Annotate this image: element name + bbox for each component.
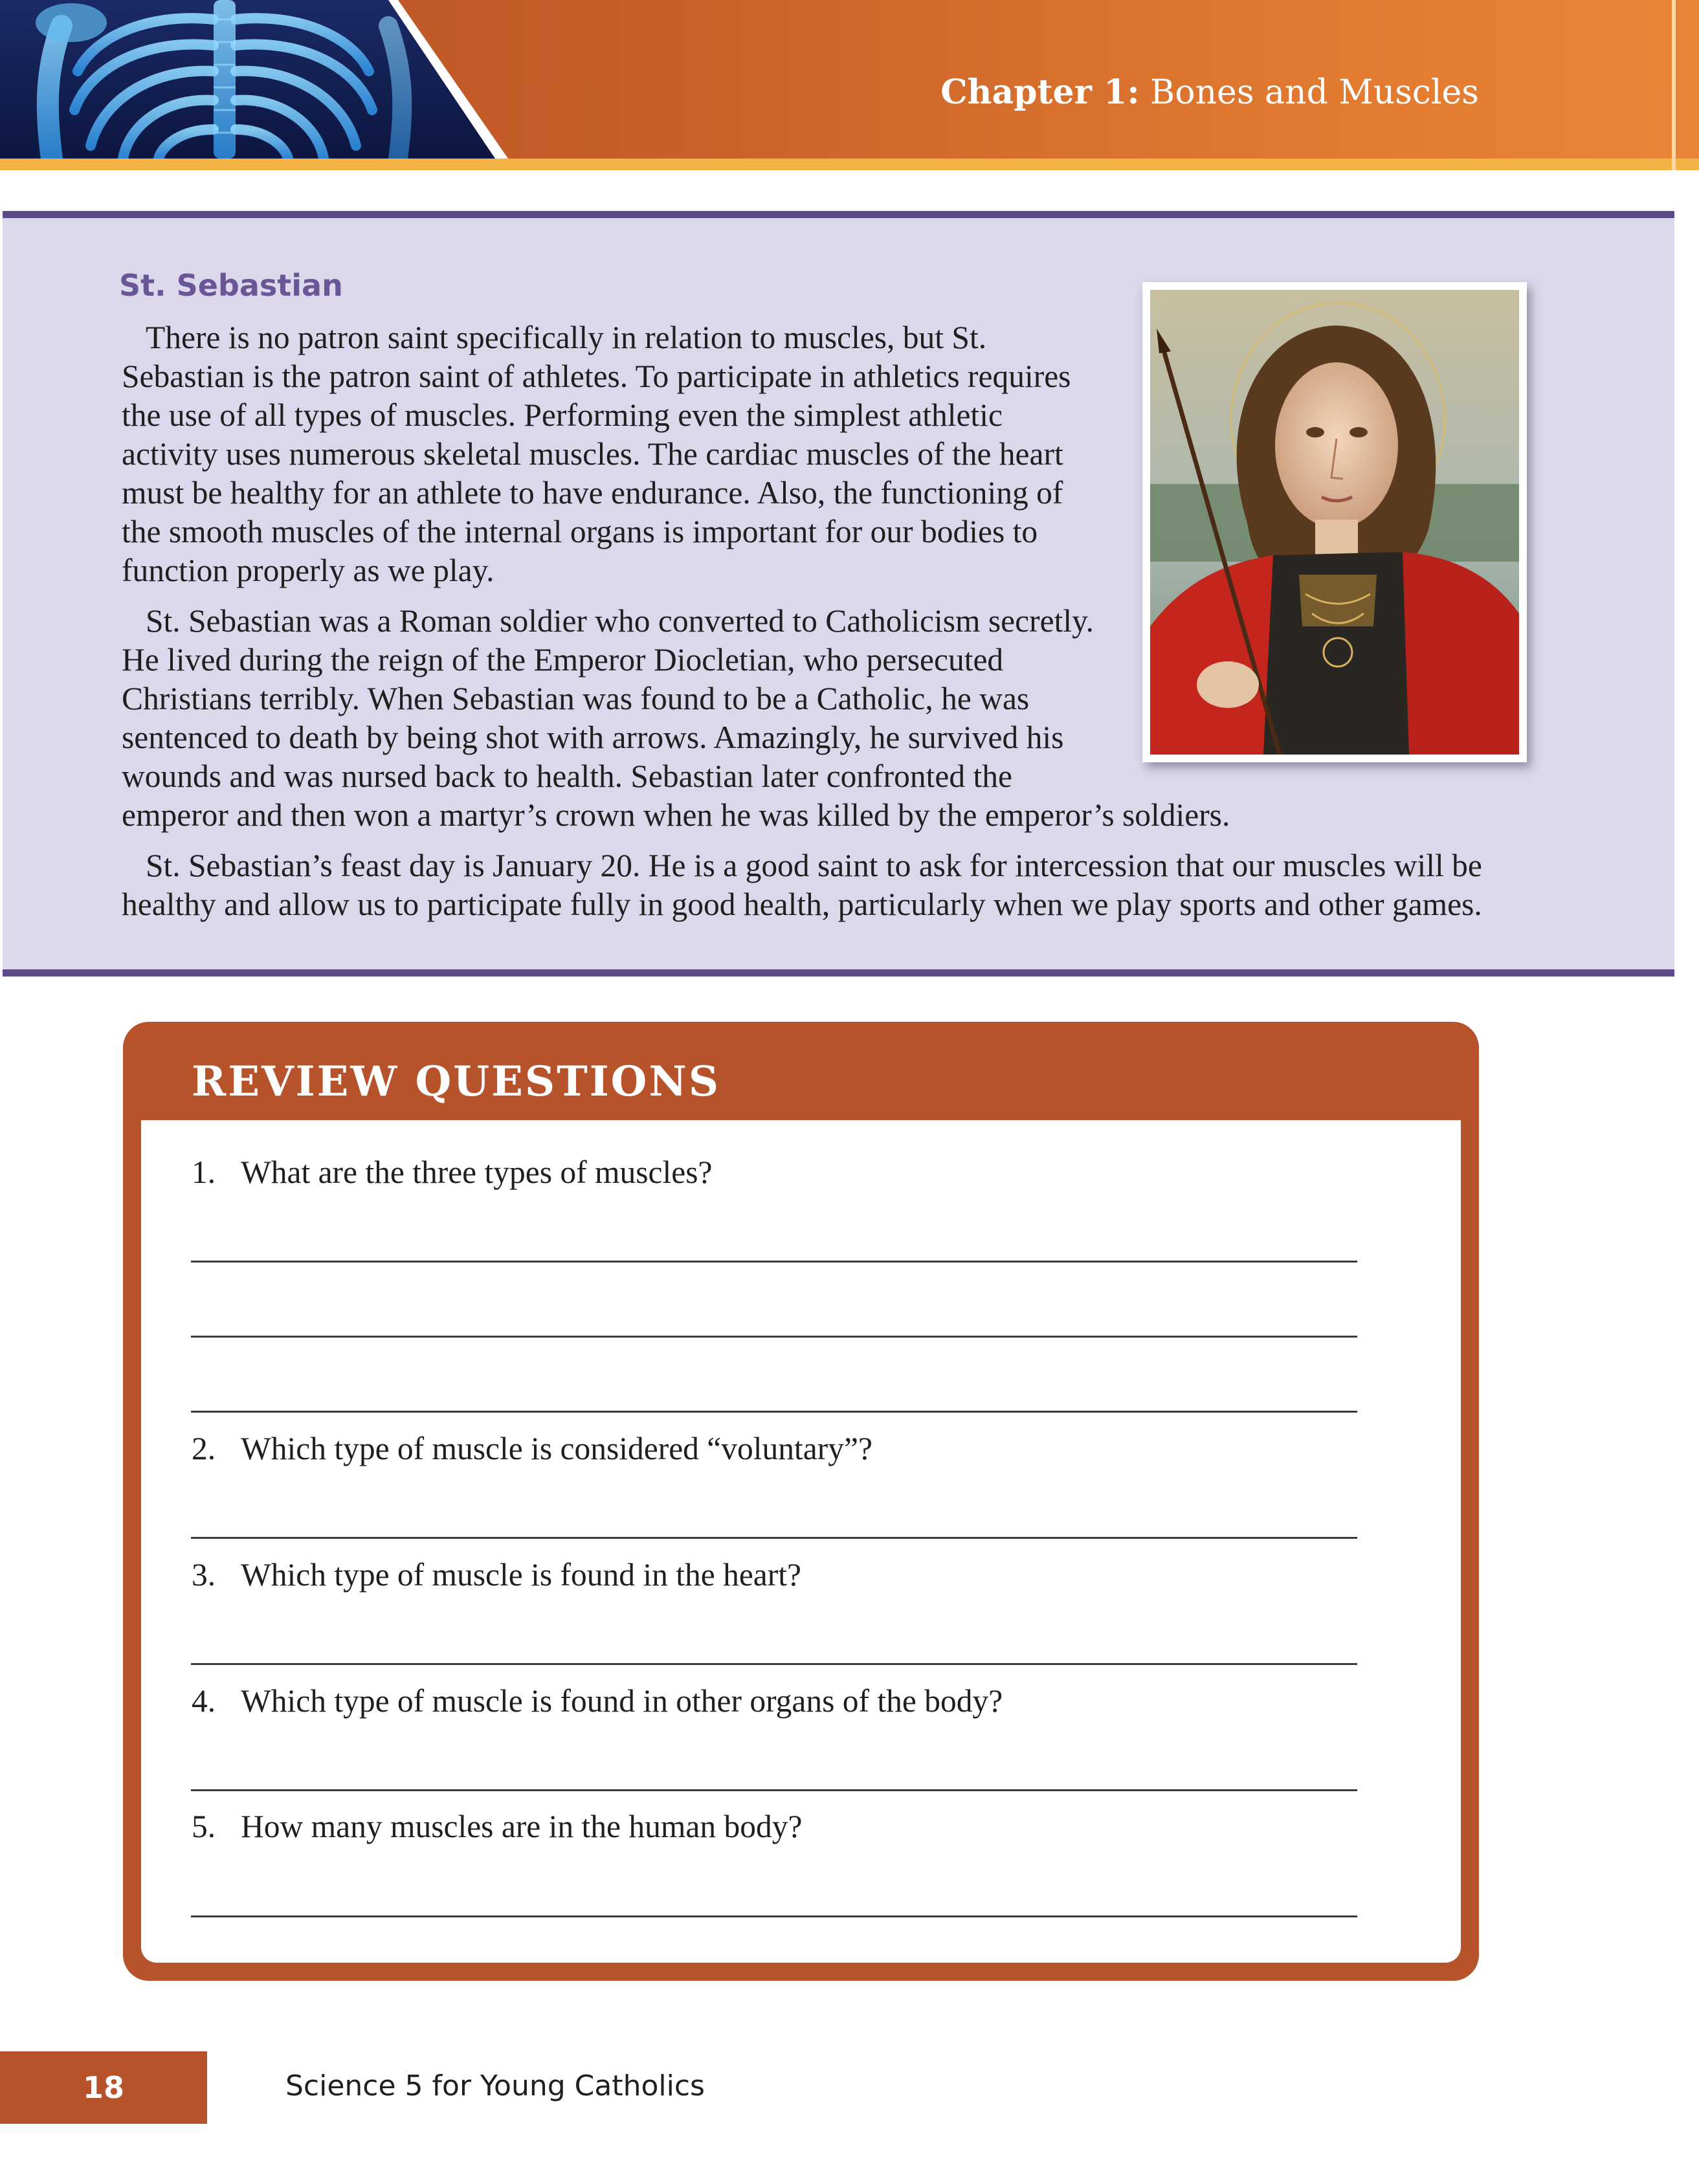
question-text: How many muscles are in the human body? bbox=[241, 1809, 803, 1844]
page-number-tab bbox=[0, 2051, 207, 2124]
question-number: 5. bbox=[192, 1809, 216, 1844]
text-line: emperor and then won a martyr’s crown when he was killed by the emperor’s soldiers. bbox=[122, 797, 1230, 833]
header-gold-stripe bbox=[0, 159, 1699, 170]
saint-paragraph-1 bbox=[122, 318, 1071, 590]
question-text: Which type of muscle is found in other organs of the body? bbox=[241, 1683, 1003, 1719]
question-number: 1. bbox=[192, 1154, 216, 1190]
review-questions-title: REVIEW QUESTIONS bbox=[192, 1057, 721, 1106]
question-number: 4. bbox=[192, 1683, 216, 1719]
text-line: healthy and allow us to participate fully in good health, particularly when we play sports and other games. bbox=[122, 887, 1482, 922]
answer-line[interactable] bbox=[191, 1537, 1357, 1539]
text-line: function properly as we play. bbox=[122, 553, 494, 588]
answer-line[interactable] bbox=[191, 1663, 1357, 1665]
question-text: What are the three types of muscles? bbox=[241, 1154, 713, 1190]
text-line: There is no patron saint specifically in relation to muscles, but St. bbox=[146, 320, 987, 355]
page-number: 18 bbox=[82, 2070, 124, 2105]
question-number: 3. bbox=[192, 1557, 216, 1593]
question-text: Which type of muscle is found in the heart? bbox=[241, 1557, 801, 1593]
chapter-name: Bones and Muscles bbox=[1150, 73, 1479, 112]
question-number: 2. bbox=[192, 1431, 216, 1466]
text-line: wounds and was nursed back to health. Sebastian later confronted the bbox=[122, 758, 1012, 794]
answer-line[interactable] bbox=[191, 1336, 1357, 1338]
saint-paragraph-2 bbox=[122, 602, 1230, 835]
answer-line[interactable] bbox=[191, 1261, 1357, 1263]
chapter-label: Chapter 1: bbox=[940, 72, 1140, 112]
portrait-frame bbox=[1142, 282, 1527, 762]
text-line: Sebastian is the patron saint of athletes. To participate in athletics requires bbox=[122, 358, 1071, 394]
question-2 bbox=[192, 1430, 872, 1467]
question-5 bbox=[192, 1808, 802, 1845]
answer-line[interactable] bbox=[191, 1411, 1357, 1413]
x-ray-ribcage-illustration bbox=[0, 0, 511, 159]
text-line: St. Sebastian was a Roman soldier who converted to Catholicism secretly. bbox=[146, 603, 1094, 639]
saint-sebastian-painting bbox=[1150, 290, 1519, 755]
text-line: sentenced to death by being shot with arrows. Amazingly, he survived his bbox=[122, 720, 1064, 755]
text-line: must be healthy for an athlete to have endurance. Also, the functioning of bbox=[122, 475, 1063, 511]
book-title: Science 5 for Young Catholics bbox=[285, 2069, 705, 2102]
saint-heading: St. Sebastian bbox=[119, 268, 343, 303]
question-3 bbox=[192, 1556, 801, 1593]
text-line: the use of all types of muscles. Performing even the simplest athletic bbox=[122, 397, 1003, 433]
saint-paragraph-3 bbox=[122, 846, 1482, 924]
text-line: the smooth muscles of the internal organs is important for our bodies to bbox=[122, 514, 1038, 549]
question-1 bbox=[192, 1154, 712, 1191]
text-line: St. Sebastian’s feast day is January 20. He is a good saint to ask for intercession that our muscles will be bbox=[146, 848, 1482, 883]
question-4 bbox=[192, 1682, 1003, 1719]
text-line: activity uses numerous skeletal muscles. The cardiac muscles of the heart bbox=[122, 436, 1063, 472]
text-line: Christians terribly. When Sebastian was found to be a Catholic, he was bbox=[122, 681, 1030, 716]
chapter-title bbox=[940, 72, 1479, 112]
answer-line[interactable] bbox=[191, 1915, 1357, 1917]
answer-line[interactable] bbox=[191, 1789, 1357, 1791]
question-text: Which type of muscle is considered “voluntary”? bbox=[241, 1431, 872, 1466]
header-edge-strip bbox=[1672, 0, 1676, 170]
text-line: He lived during the reign of the Emperor Diocletian, who persecuted bbox=[122, 642, 1004, 678]
